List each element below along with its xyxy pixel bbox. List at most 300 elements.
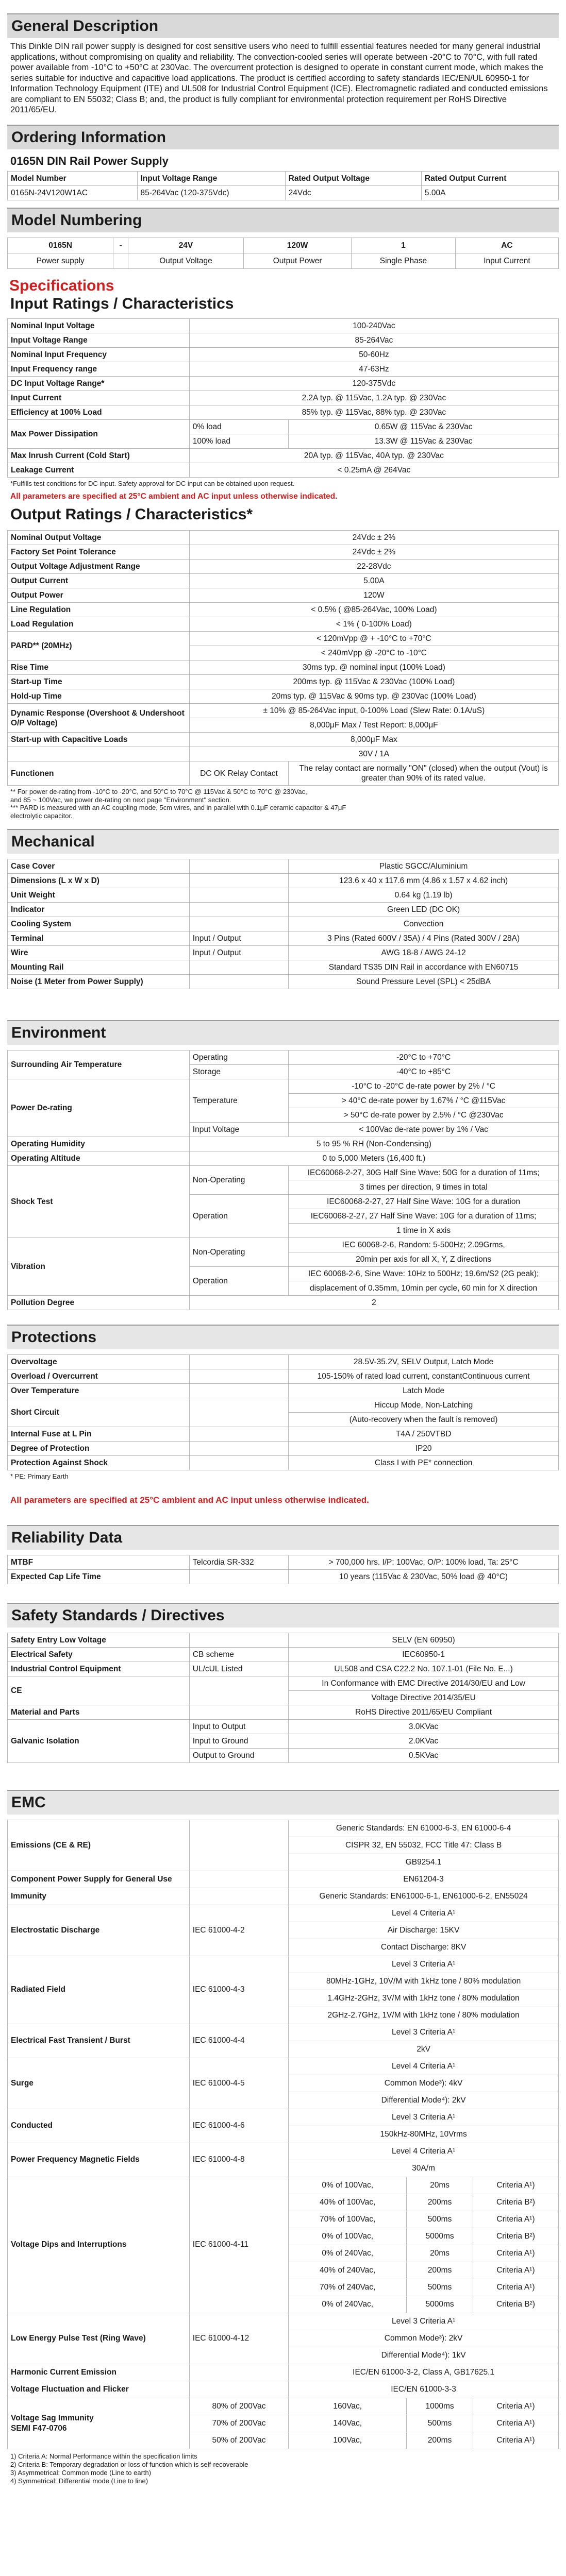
emc-heading: EMC [7, 1790, 559, 1815]
vdi-criteria: Criteria B²) [473, 2228, 558, 2245]
env-value: > 40°C de-rate power by 1.67% / °C @115Vac [289, 1094, 559, 1108]
spec-label: Factory Set Point Tolerance [8, 545, 190, 560]
model-numbering-heading: Model Numbering [7, 208, 559, 232]
mech-value: AWG 18-8 / AWG 24-12 [289, 946, 559, 960]
safety-label: Industrial Control Equipment [8, 1662, 190, 1676]
output-ratings-heading: Output Ratings / Characteristics* [10, 506, 253, 523]
spec-label: Nominal Output Voltage [8, 531, 190, 545]
spec-value: < 1% ( 0-100% Load) [189, 617, 558, 632]
general-description-text: This Dinkle DIN rail power supply is designed for cost sensitive users who need to fulfill essential features needed for many general industrial applications, without compromising on quality and reliability. The convection-cooled series will operate between -20°C to 70°C, with full rated power available from -10°C to +50°C at 230Vac. The overcurrent protection is designed to operate in constant current mode, which makes the series suitable for inductive and capacitive load applications. The product is certified according to safety standards IEC/EN/UL 60950-1 for Information Technology Equipment (ITE) and UL508 for Industrial Control Equipment (ICE). Electromagnetic radiated and conducted emissions are compliant to EN 55032; Class B; and, the product is fully compliant for environmental protection requirement per RoHS Directive 2011/65/EU. [10, 42, 548, 114]
env-value: -10°C to -20°C de-rate power by 2% / °C [289, 1079, 559, 1094]
spec-value: 30ms typ. @ nominal input (100% Load) [189, 660, 558, 675]
ordering-cell: 85-264Vac (120-375Vdc) [137, 185, 285, 200]
red-parameter-note: All parameters are specified at 25°C ambient and AC input unless otherwise indicated. [10, 492, 338, 501]
emc-footnotes [7, 2449, 559, 2488]
prot-sublabel [189, 1369, 288, 1384]
spec-value: 0.65W @ 115Vac & 230Vac [289, 419, 559, 434]
env-sublabel: Non-Operating [189, 1166, 288, 1195]
prot-value: 105-150% of rated load current, constantContinuous current [289, 1369, 559, 1384]
numbering-code: AC [455, 238, 558, 253]
numbering-code: 0165N [8, 238, 113, 253]
env-sublabel: Temperature [189, 1079, 288, 1123]
safety-value: Voltage Directive 2014/35/EU [289, 1690, 559, 1705]
emc-value: EN61204-3 [289, 1871, 559, 1888]
numbering-label: Input Current [455, 253, 558, 268]
emc-value: 2GHz-2.7GHz, 1V/M with 1kHz tone / 80% modulation [289, 2007, 559, 2024]
ordering-header: Rated Output Current [421, 171, 558, 185]
spec-value: 24Vdc ± 2% [189, 545, 558, 560]
spec-value: < 120mVpp @ + -10°C to +70°C [189, 632, 558, 646]
spec-value: ± 10% @ 85-264Vac input, 0-100% Load (Slew Rate: 0.1A/uS) [189, 704, 558, 718]
emc-std: IEC 61000-4-6 [189, 2109, 288, 2143]
spec-label: Input Frequency range [8, 362, 190, 376]
emc-value: 80MHz-1GHz, 10V/M with 1kHz tone / 80% modulation [289, 1973, 559, 1990]
spec-label [8, 747, 190, 761]
mech-sublabel [189, 960, 288, 975]
emc-std [189, 1888, 288, 1905]
vdi-level: 40% of 100Vac, [289, 2194, 407, 2211]
emc-std [189, 1871, 288, 1888]
env-value: IEC 60068-2-6, Sine Wave: 10Hz to 500Hz; 19.6m/S2 (2G peak); [289, 1267, 559, 1281]
spec-sublabel: 100% load [189, 434, 288, 448]
sag-voltage: 160Vac, [289, 2398, 407, 2415]
emc-footnote: 2) Criteria B: Temporary degradation or loss of function which is self-recoverable [10, 2460, 248, 2468]
emc-label: Voltage Fluctuation and Flicker [8, 2381, 190, 2398]
emc-value: 2kV [289, 2041, 559, 2058]
numbering-label [113, 253, 128, 268]
env-value: IEC60068-2-27, 30G Half Sine Wave: 50G for a duration of 11ms; [289, 1166, 559, 1180]
numbering-code: - [113, 238, 128, 253]
prot-value: Latch Mode [289, 1384, 559, 1398]
vdi-level: 40% of 240Vac, [289, 2262, 407, 2279]
sag-label: Voltage Sag Immunity [11, 2413, 94, 2422]
safety-sublabel: Input to Output [189, 1719, 288, 1734]
output-ratings-table [7, 530, 559, 786]
mech-value: Green LED (DC OK) [289, 903, 559, 917]
prot-value: Hiccup Mode, Non-Latching [289, 1398, 559, 1413]
emc-value: Level 3 Criteria A¹ [289, 1956, 559, 1973]
spec-label: Functionen [8, 761, 190, 786]
spec-value: 50-60Hz [189, 347, 558, 362]
mech-label: Mounting Rail [8, 960, 190, 975]
emc-std: IEC 61000-4-11 [189, 2177, 288, 2313]
spec-label: Nominal Input Voltage [8, 318, 190, 333]
spec-label: Efficiency at 100% Load [8, 405, 190, 419]
sag-voltage: 100Vac, [289, 2432, 407, 2449]
env-value: -20°C to +70°C [289, 1050, 559, 1065]
emc-std: IEC 61000-4-3 [189, 1956, 288, 2024]
safety-value: 0.5KVac [289, 1748, 559, 1762]
vdi-level: 70% of 240Vac, [289, 2279, 407, 2296]
emc-value: 30A/m [289, 2160, 559, 2177]
spec-value: 2.2A typ. @ 115Vac, 1.2A typ. @ 230Vac [189, 391, 558, 405]
spec-sublabel: DC OK Relay Contact [189, 761, 288, 786]
spec-value: 20A typ. @ 115Vac, 40A typ. @ 230Vac [189, 448, 558, 463]
numbering-code: 1 [351, 238, 455, 253]
emc-value: Level 4 Criteria A¹ [289, 2058, 559, 2075]
emc-footnote: 1) Criteria A: Normal Performance within the specification limits [10, 2452, 197, 2460]
safety-value: SELV (EN 60950) [289, 1633, 559, 1647]
safety-label: Material and Parts [8, 1705, 190, 1719]
safety-value: RoHS Directive 2011/65/EU Compliant [289, 1705, 559, 1719]
safety-value: 2.0KVac [289, 1734, 559, 1748]
vdi-duration: 200ms [407, 2262, 473, 2279]
ordering-heading: Ordering Information [7, 125, 559, 149]
prot-value: 28.5V-35.2V, SELV Output, Latch Mode [289, 1355, 559, 1369]
mech-value: Convection [289, 917, 559, 931]
spec-label: Leakage Current [8, 463, 190, 477]
spec-label: Line Regulation [8, 603, 190, 617]
mech-label: Terminal [8, 931, 190, 946]
protections-note: * PE: Primary Earth [10, 1472, 69, 1480]
vdi-duration: 5000ms [407, 2228, 473, 2245]
emc-label: Surge [8, 2058, 190, 2109]
emc-value: Common Mode³): 2kV [289, 2330, 559, 2347]
safety-value: In Conformance with EMC Directive 2014/30/EU and Low [289, 1676, 559, 1690]
env-value: > 50°C de-rate power by 2.5% / °C @230Vac [289, 1108, 559, 1123]
vdi-level: 0% of 100Vac, [289, 2228, 407, 2245]
vdi-duration: 500ms [407, 2279, 473, 2296]
prot-value: T4A / 250VTBD [289, 1427, 559, 1442]
vdi-level: 0% of 240Vac, [289, 2296, 407, 2313]
protections-table [7, 1354, 559, 1470]
spec-value: 120W [189, 588, 558, 603]
input-note: *Fulfills test conditions for DC input. Safety approval for DC input can be obtained upon request. [10, 479, 295, 487]
emc-label: Radiated Field [8, 1956, 190, 2024]
emc-std: IEC 61000-4-2 [189, 1905, 288, 1956]
mech-value: Plastic SGCC/Aluminium [289, 859, 559, 874]
specifications-heading: Specifications [9, 277, 114, 294]
mech-label: Dimensions (L x W x D) [8, 874, 190, 888]
env-sublabel: Storage [189, 1065, 288, 1079]
env-value: 3 times per direction, 9 times in total [289, 1180, 559, 1195]
emc-value: 1.4GHz-2GHz, 3V/M with 1kHz tone / 80% modulation [289, 1990, 559, 2007]
sag-criteria: Criteria A¹) [473, 2432, 558, 2449]
env-value: IEC60068-2-27, 27 Half Sine Wave: 10G for a duration of 11ms; [289, 1209, 559, 1224]
ordering-cell: 5.00A [421, 185, 558, 200]
env-sublabel: Input Voltage [189, 1123, 288, 1137]
env-label: Surrounding Air Temperature [8, 1050, 190, 1079]
spec-value: 85-264Vac [189, 333, 558, 347]
emc-value: Contact Discharge: 8KV [289, 1939, 559, 1956]
spec-value: 22-28Vdc [189, 560, 558, 574]
mech-sublabel: Input / Output [189, 931, 288, 946]
prot-label: Over Temperature [8, 1384, 190, 1398]
emc-std: IEC 61000-4-5 [189, 2058, 288, 2109]
mech-value: Sound Pressure Level (SPL) < 25dBA [289, 975, 559, 989]
emc-value: IEC/EN 61000-3-3 [289, 2381, 559, 2398]
safety-label: Galvanic Isolation [8, 1719, 190, 1762]
prot-value: (Auto-recovery when the fault is removed) [289, 1413, 559, 1427]
spec-value: 85% typ. @ 115Vac, 88% typ. @ 230Vac [189, 405, 558, 419]
ordering-cell: 24Vdc [285, 185, 421, 200]
safety-value: IEC60950-1 [289, 1647, 559, 1662]
env-label: Pollution Degree [8, 1296, 190, 1310]
emc-value: Level 4 Criteria A¹ [289, 2143, 559, 2160]
input-ratings-table [7, 318, 559, 478]
spec-value: 20ms typ. @ 115Vac & 90ms typ. @ 230Vac (100% Load) [189, 689, 558, 704]
spec-label: PARD** (20MHz) [8, 632, 190, 660]
spec-label: DC Input Voltage Range* [8, 376, 190, 391]
numbering-label: Single Phase [351, 253, 455, 268]
env-value: 20min per axis for all X, Y, Z directions [289, 1252, 559, 1267]
emc-value: IEC/EN 61000-3-2, Class A, GB17625.1 [289, 2364, 559, 2381]
emc-value: CISPR 32, EN 55032, FCC Title 47: Class B [289, 1837, 559, 1854]
emc-value: Differential Mode⁴): 1kV [289, 2347, 559, 2364]
emc-value: GB9254.1 [289, 1854, 559, 1871]
env-value: 0 to 5,000 Meters (16,400 ft.) [189, 1151, 558, 1166]
emc-footnote: 4) Symmetrical: Differential mode (Line to line) [10, 2477, 148, 2485]
prot-label: Overvoltage [8, 1355, 190, 1369]
env-label: Operating Altitude [8, 1151, 190, 1166]
output-note-line: electrolytic capacitor. [10, 811, 73, 820]
output-notes [7, 786, 559, 822]
rel-value: > 700,000 hrs. I/P: 100Vac, O/P: 100% load, Ta: 25°C [289, 1555, 559, 1569]
env-label: Operating Humidity [8, 1137, 190, 1151]
env-sublabel: Operation [189, 1195, 288, 1238]
emc-value: Generic Standards: EN61000-6-1, EN61000-6-2, EN55024 [289, 1888, 559, 1905]
mech-value: 3 Pins (Rated 600V / 35A) / 4 Pins (Rated 300V / 28A) [289, 931, 559, 946]
spec-value: 30V / 1A [189, 747, 558, 761]
mech-sublabel [189, 859, 288, 874]
spec-value: 120-375Vdc [189, 376, 558, 391]
emc-value: Level 4 Criteria A¹ [289, 1905, 559, 1922]
emc-value: Air Discharge: 15KV [289, 1922, 559, 1939]
prot-sublabel [189, 1355, 288, 1369]
mech-sublabel [189, 903, 288, 917]
env-value: IEC 60068-2-6, Random: 5-500Hz; 2.09Grms, [289, 1238, 559, 1252]
emc-label: Component Power Supply for General Use [8, 1871, 190, 1888]
spec-label: Rise Time [8, 660, 190, 675]
mech-sublabel [189, 917, 288, 931]
general-description-heading: General Description [7, 13, 559, 38]
safety-sublabel: UL/cUL Listed [189, 1662, 288, 1676]
safety-label: Electrical Safety [8, 1647, 190, 1662]
safety-label: Safety Entry Low Voltage [8, 1633, 190, 1647]
sag-voltage: 140Vac, [289, 2415, 407, 2432]
prot-label: Short Circuit [8, 1398, 190, 1427]
safety-heading: Safety Standards / Directives [7, 1603, 559, 1628]
mech-sublabel [189, 888, 288, 903]
env-value: < 100Vac de-rate power by 1% / Vac [289, 1123, 559, 1137]
emc-footnote: 3) Asymmetrical: Common mode (Line to earth) [10, 2468, 152, 2477]
mech-label: Noise (1 Meter from Power Supply) [8, 975, 190, 989]
emc-value: 150kHz-80MHz, 10Vrms [289, 2126, 559, 2143]
model-numbering-table [7, 238, 559, 269]
sag-duration: 200ms [407, 2432, 473, 2449]
env-value: 2 [189, 1296, 558, 1310]
spec-label: Output Current [8, 574, 190, 588]
env-sublabel: Operating [189, 1050, 288, 1065]
vdi-criteria: Criteria B²) [473, 2296, 558, 2313]
env-value: 1 time in X axis [289, 1224, 559, 1238]
safety-sublabel: Output to Ground [189, 1748, 288, 1762]
sag-level: 70% of 200Vac [189, 2415, 288, 2432]
spec-label: Start-up Time [8, 675, 190, 689]
vdi-criteria: Criteria A¹) [473, 2211, 558, 2228]
emc-value: Common Mode³): 4kV [289, 2075, 559, 2092]
spec-value: 5.00A [189, 574, 558, 588]
spec-label: Hold-up Time [8, 689, 190, 704]
safety-value: UL508 and CSA C22.2 No. 107.1-01 (File No. E...) [289, 1662, 559, 1676]
mech-value: 123.6 x 40 x 117.6 mm (4.86 x 1.57 x 4.62 inch) [289, 874, 559, 888]
mech-label: Wire [8, 946, 190, 960]
prot-label: Overload / Overcurrent [8, 1369, 190, 1384]
sag-std: SEMI F47-0706 [11, 2424, 67, 2433]
emc-table [7, 1820, 559, 2449]
spec-value: < 0.5% ( @85-264Vac, 100% Load) [189, 603, 558, 617]
numbering-label: Output Voltage [128, 253, 243, 268]
spec-value: 200ms typ. @ 115Vac & 230Vac (100% Load) [189, 675, 558, 689]
spec-label: Load Regulation [8, 617, 190, 632]
prot-label: Degree of Protection [8, 1442, 190, 1456]
vdi-criteria: Criteria B²) [473, 2194, 558, 2211]
sag-criteria: Criteria A¹) [473, 2415, 558, 2432]
spec-value: < 0.25mA @ 264Vac [189, 463, 558, 477]
vdi-level: 0% of 100Vac, [289, 2177, 407, 2194]
mech-sublabel [189, 975, 288, 989]
sag-criteria: Criteria A¹) [473, 2398, 558, 2415]
vdi-criteria: Criteria A¹) [473, 2245, 558, 2262]
vdi-criteria: Criteria A¹) [473, 2262, 558, 2279]
spec-value: 8,000μF Max / Test Report: 8,000μF [189, 718, 558, 733]
vdi-duration: 20ms [407, 2245, 473, 2262]
emc-value: Level 3 Criteria A¹ [289, 2109, 559, 2126]
safety-sublabel [189, 1705, 288, 1719]
spec-value: 8,000μF Max [189, 733, 558, 747]
emc-std: IEC 61000-4-8 [189, 2143, 288, 2177]
vdi-level: 70% of 100Vac, [289, 2211, 407, 2228]
rel-sublabel [189, 1569, 288, 1584]
emc-label: Harmonic Current Emission [8, 2364, 190, 2381]
mechanical-heading: Mechanical [7, 829, 559, 854]
environment-heading: Environment [7, 1020, 559, 1045]
emc-value: Generic Standards: EN 61000-6-3, EN 61000-6-4 [289, 1820, 559, 1837]
emc-value: Differential Mode⁴): 2kV [289, 2092, 559, 2109]
safety-sublabel: CB scheme [189, 1647, 288, 1662]
emc-label: Emissions (CE & RE) [8, 1820, 190, 1871]
ordering-header: Rated Output Voltage [285, 171, 421, 185]
numbering-code: 120W [244, 238, 352, 253]
vdi-duration: 200ms [407, 2194, 473, 2211]
emc-std [189, 2381, 288, 2398]
spec-label: Output Voltage Adjustment Range [8, 560, 190, 574]
env-sublabel: Non-Operating [189, 1238, 288, 1267]
env-label: Power De-rating [8, 1079, 190, 1137]
env-label: Vibration [8, 1238, 190, 1296]
spec-value: 100-240Vac [189, 318, 558, 333]
sag-duration: 1000ms [407, 2398, 473, 2415]
ordering-subtitle: 0165N DIN Rail Power Supply [10, 154, 169, 167]
rel-value: 10 years (115Vac & 230Vac, 50% load @ 40°C) [289, 1569, 559, 1584]
spec-value: The relay contact are normally "ON" (closed) when the output (Vout) is greater than 90% of its rated value. [289, 761, 559, 786]
prot-label: Protection Against Shock [8, 1456, 190, 1470]
spec-label: Max Inrush Current (Cold Start) [8, 448, 190, 463]
emc-std: IEC 61000-4-12 [189, 2313, 288, 2364]
emc-label: Electrical Fast Transient / Burst [8, 2024, 190, 2058]
vdi-criteria: Criteria A¹) [473, 2177, 558, 2194]
emc-label: Power Frequency Magnetic Fields [8, 2143, 190, 2177]
emc-label: Electrostatic Discharge [8, 1905, 190, 1956]
mech-label: Indicator [8, 903, 190, 917]
spec-label: Output Power [8, 588, 190, 603]
output-note-line: *** PARD is measured with an AC coupling mode, 5cm wires, and in parallel with 0.1μF ceramic capacitor & 47μF [10, 804, 346, 811]
mech-label: Case Cover [8, 859, 190, 874]
emc-label: Voltage Dips and Interruptions [8, 2177, 190, 2313]
vdi-duration: 500ms [407, 2211, 473, 2228]
prot-label: Internal Fuse at L Pin [8, 1427, 190, 1442]
mech-value: Standard TS35 DIN Rail in accordance with EN60715 [289, 960, 559, 975]
safety-label: CE [8, 1676, 190, 1705]
safety-table [7, 1633, 559, 1763]
ordering-header: Input Voltage Range [137, 171, 285, 185]
spec-label: Start-up with Capacitive Loads [8, 733, 190, 747]
numbering-code: 24V [128, 238, 243, 253]
mech-sublabel: Input / Output [189, 946, 288, 960]
emc-std: IEC 61000-4-4 [189, 2024, 288, 2058]
spec-label: Max Power Dissipation [8, 419, 190, 448]
reliability-heading: Reliability Data [7, 1525, 559, 1550]
ordering-header: Model Number [8, 171, 138, 185]
spec-label: Dynamic Response (Overshoot & Undershoot O/P Voltage) [8, 704, 190, 733]
emc-label: Immunity [8, 1888, 190, 1905]
mech-label: Cooling System [8, 917, 190, 931]
env-label: Shock Test [8, 1166, 190, 1238]
ordering-table [7, 171, 559, 200]
rel-label: MTBF [8, 1555, 190, 1569]
spec-label: Input Current [8, 391, 190, 405]
env-sublabel: Operation [189, 1267, 288, 1296]
spec-value: 47-63Hz [189, 362, 558, 376]
vdi-criteria: Criteria A¹) [473, 2279, 558, 2296]
emc-label [8, 2398, 190, 2449]
safety-sublabel: Input to Ground [189, 1734, 288, 1748]
prot-value: Class I with PE* connection [289, 1456, 559, 1470]
emc-value: Level 3 Criteria A¹ [289, 2024, 559, 2041]
reliability-table [7, 1555, 559, 1584]
env-value: IEC60068-2-27, 27 Half Sine Wave: 10G for a duration [289, 1195, 559, 1209]
prot-sublabel [189, 1456, 288, 1470]
prot-sublabel [189, 1427, 288, 1442]
spec-sublabel: 0% load [189, 419, 288, 434]
numbering-label: Output Power [244, 253, 352, 268]
emc-label: Conducted [8, 2109, 190, 2143]
env-value: displacement of 0.35mm, 10min per cycle, 60 min for X direction [289, 1281, 559, 1296]
input-ratings-heading: Input Ratings / Characteristics [10, 295, 234, 312]
safety-sublabel [189, 1633, 288, 1647]
rel-label: Expected Cap Life Time [8, 1569, 190, 1584]
env-value: -40°C to +85°C [289, 1065, 559, 1079]
output-note-line: ** For power de-rating from -10°C to -20°C, and 50°C to 70°C @ 115Vac & 50°C to 70°C @ 230Vac, [10, 788, 307, 795]
vdi-duration: 5000ms [407, 2296, 473, 2313]
red-parameter-note-2: All parameters are specified at 25°C ambient and AC input unless otherwise indicated. [10, 1495, 369, 1505]
sag-duration: 500ms [407, 2415, 473, 2432]
protections-heading: Protections [7, 1325, 559, 1349]
spec-value: 13.3W @ 115Vac & 230Vac [289, 434, 559, 448]
prot-value: IP20 [289, 1442, 559, 1456]
spec-value: 24Vdc ± 2% [189, 531, 558, 545]
safety-value: 3.0KVac [289, 1719, 559, 1734]
spec-label: Input Voltage Range [8, 333, 190, 347]
emc-value: Level 3 Criteria A¹ [289, 2313, 559, 2330]
sag-level: 80% of 200Vac [189, 2398, 288, 2415]
output-note-line: and 85 ~ 100Vac, we power de-rating on next page "Environment" section. [10, 795, 231, 804]
mech-sublabel [189, 874, 288, 888]
sag-level: 50% of 200Vac [189, 2432, 288, 2449]
mech-label: Unit Weight [8, 888, 190, 903]
ordering-cell: 0165N-24V120W1AC [8, 185, 138, 200]
emc-std [189, 2364, 288, 2381]
